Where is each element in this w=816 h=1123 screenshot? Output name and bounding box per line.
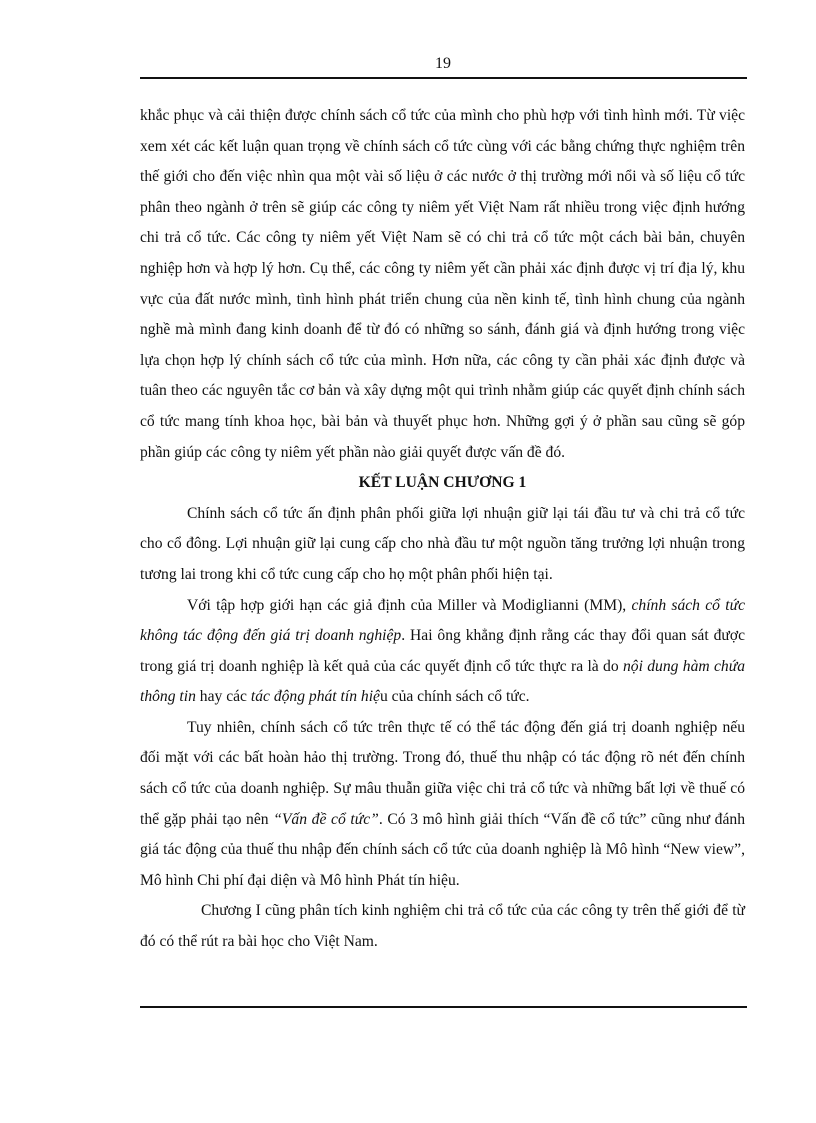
paragraph-2-text-3: hay các — [195, 688, 251, 706]
document-body — [140, 101, 745, 958]
paragraph-2-text-1: Với tập hợp giới hạn các giả định của Miller và Modiglianni (MM), — [187, 596, 632, 614]
paragraph-2-italic-2: nội dung hàm chứa thông tin — [140, 657, 745, 706]
conclusion-paragraph-2 — [140, 591, 745, 713]
paragraph-3-italic-1: “Vấn đề cổ tức” — [273, 810, 379, 828]
paragraph-3-text-2: . Có 3 mô hình giải thích “Vấn đề cổ tức” cũng như đánh giá tác động của thuế thu nhập đến chính sách cổ tức của doanh nghiệp là Mô hình “New view”, Mô hình Chi phí đại diện và Mô hình Phát tín hiệu. — [140, 810, 745, 889]
intro-paragraph: khắc phục và cải thiện được chính sách cổ tức của mình cho phù hợp với tình hình mới. Từ việc xem xét các kết luận quan trọng về chính sách cổ tức cùng với các bằng chứng thực nghiệm trên thế giới cho đến việc nhìn qua một vài số liệu ở các nước ở thị trường mới nổi và số liệu cổ tức phân theo ngành ở trên sẽ giúp các công ty niêm yết Việt Nam rất nhiều trong việc định hướng chi trả cổ tức. Các công ty niêm yết Việt Nam sẽ có chi trả cổ tức một cách bài bản, chuyên nghiệp hơn và hợp lý hơn. Cụ thể, các công ty niêm yết cần phải xác định được vị trí địa lý, khu vực của đất nước mình, tình hình phát triển chung của nền kinh tế, tình hình chung của ngành nghề mà mình đang kinh doanh để từ đó có những so sánh, đánh giá và định hướng trong việc lựa chọn hợp lý chính sách cổ tức của mình. Hơn nữa, các công ty cần phải xác định được và tuân theo các nguyên tắc cơ bản và xây dựng một qui trình nhằm giúp các quyết định chính sách cổ tức mang tính khoa học, bài bản và thuyết phục hơn. Những gợi ý ở phần sau cũng sẽ góp phần giúp các công ty niêm yết phần nào giải quyết được vấn đề đó. — [140, 107, 745, 461]
conclusion-paragraph-3 — [140, 713, 745, 897]
page-number: 19 — [435, 55, 451, 72]
paragraph-2-italic-1: chính sách cổ tức không tác động đến giá trị doanh nghiệp — [140, 596, 746, 645]
paragraph-2-text-4: u của chính sách cổ tức. — [379, 688, 530, 706]
chapter-conclusion-heading: KẾT LUẬN CHƯƠNG 1 — [358, 474, 527, 492]
paragraph-2-italic-3: tác động phát tín hiệ — [250, 688, 380, 706]
footer-rule — [140, 1006, 747, 1008]
header-rule — [140, 77, 747, 79]
paragraph-2-text-2: . Hai ông khẳng định rằng các thay đổi quan sát được trong giá trị doanh nghiệp là kết quả của các quyết định cổ tức thực ra là do — [140, 627, 745, 675]
paragraph-3-text-1: Tuy nhiên, chính sách cổ tức trên thực tế có thể tác động đến giá trị doanh nghiệp nếu đối mặt với các bất hoàn hảo thị trường. Trong đó, thuế thu nhập có tác động rõ nét đến chính sách cổ tức của doanh nghiệp. Sự mâu thuẫn giữa việc chi trả cổ tức và những bất lợi về thuế có thể gặp phải tạo nên — [140, 718, 745, 828]
conclusion-paragraph-4: Chương I cũng phân tích kinh nghiệm chi trả cổ tức của các công ty trên thế giới để từ đó có thể rút ra bài học cho Việt Nam. — [140, 902, 745, 951]
conclusion-paragraph-1: Chính sách cổ tức ấn định phân phối giữa lợi nhuận giữ lại tái đầu tư và chi trả cổ tức cho cổ đông. Lợi nhuận giữ lại cung cấp cho nhà đầu tư một nguồn tăng trưởng lợi nhuận trong tương lai trong khi cổ tức cung cấp cho họ một phân phối hiện tại. — [140, 504, 745, 583]
